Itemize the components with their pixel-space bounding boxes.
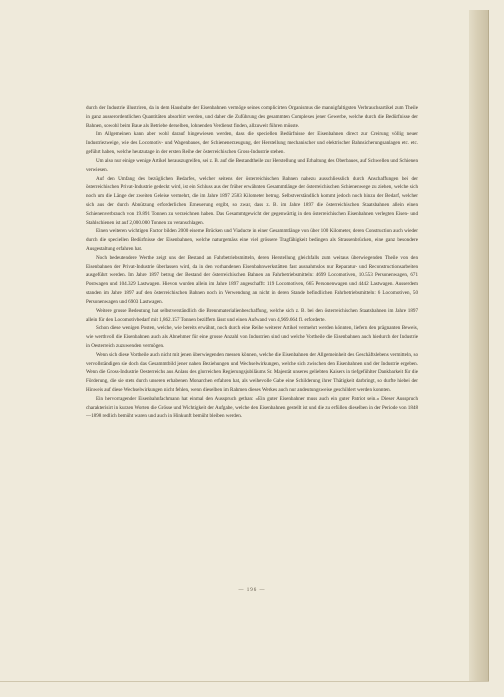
paragraph-10: Ein hervorragender Eisenbahnfachmann hat einmal den Ausspruch gethan: »Ein guter Eisenbahner muss auch ein guter Patriot sein.« Dieser Ausspruch charakterisirt in kurzen Worten die Grösse und Wichtigkeit der Aufgabe, welche den Eisenbahnen gestellt ist und die zu erfüllen dieselben in der Periode von 1848—1898 redlich bemüht waren und auch in Hinkunft bemüht bleiben werden. [86, 395, 418, 420]
paragraph-2: Im Allgemeinen kann aber wohl darauf hingewiesen werden, dass die speciellen Bedürfnisse der Eisenbahnen direct zur Creirung völlig neuer Industriezweige, wie des Locomotiv- und Wagenbaues, der Schienenerzeugung, der Herstellung mechanischer und elektrischer Bahnsicherungsanlagen etc. etc. geführt haben, welche heutzutage in der ersten Reihe der österreichischen Gross-Industrie stehen. [86, 131, 418, 156]
paragraph-9: Wenn sich diese Vortheile auch nicht mit jenen überwiegenden messen können, welche die Eisenbahnen der Allgemeinheit des Geschäftslebens vermitteln, so vervollständigen sie doch das Gesammtbild jener nahen Beziehungen und Wechselwirkungen, welche sich zwischen den Eisenbahnen und der Industrie ergeben. Wenn die Gross-Industrie Oesterreichs aus Anlass des glorreichen Regierungsjubiläums Sr. Majestät unseres geliebten Kaisers in tiefgefühlter Dankbarkeit für die Förderung, die sie stets durch unseren erhabenen Monarchen erfahren hat, als weihevolle Gabe eine Schilderung ihrer Thätigkeit darbringt, so durfte hiebei der Hinweis auf diese Wechselwirkungen nicht fehlen, wenn dieselben im Rahmen dieses Werkes auch nur andeutungsweise geschildert werden konnten. [86, 351, 418, 393]
paragraph-6: Noch bedeutendere Werthe zeigt uns der Bestand an Fahrbetriebsmitteln, deren Herstellung gleichfalls zum weitaus überwiegenden Theile von den Eisenbahnen der Privat-Industrie überlassen wird, da in den vorhandenen Eisenbahnwerkstätten fast ausnahmslos nur Reparatur- und Reconstructionsarbeiten ausgeführt werden. Im Jahre 1897 betrug der Bestand der österreichischen Bahnen an Fahrbetriebsmitteln: 4699 Locomotiven, 10.553 Personenwagen, 671 Postwagen und 104.329 Lastwagen. Hievon wurden allein im Jahre 1897 angeschafft: 119 Locomotiven, 665 Personenwagen und 4442 Lastwagen. Ausserdem standen im Jahre 1897 auf den österreichischen Bahnen noch in Verwendung an nicht in deren Stande befindlichen Fahrbetriebsmitteln: 6 Locomotiven, 50 Personenwagen und 6903 Lastwagen. [86, 254, 418, 305]
body-text [86, 104, 418, 421]
page-edge-shadow [469, 10, 489, 682]
page-edge-line [488, 10, 489, 682]
page-number: — 196 — [238, 588, 266, 593]
paragraph-4: Auf den Umfang des bezüglichen Bedarfes, welcher seitens der österreichischen Bahnen nahezu ausschliesslich durch Anschaffungen bei der österreichischen Privat-Industrie gedeckt wird, ist ein Schluss aus der früher erwähnten Gesammtlänge der österreichischen Schienenwege zu ziehen, welche sich noch um die Länge der zweiten Geleise vermehrt, die im Jahre 1897 2583 Kilometer betrug. Selbstverständlich kommt jedoch noch hinzu der Bedarf, welcher sich aus der durch Abnützung erforderlichen Erneuerung ergibt, so zwar, dass z. B. im Jahre 1897 die österreichischen Staatsbahnen allein einen Schienenverbrauch von 19.891 Tonnen zu verzeichnen haben. Das Gesammtgewicht der gegenwärtig in den österreichischen Eisenbahnen verlegten Eisen- und Stahlschienen ist auf 2,000.000 Tonnen zu veranschlagen. [86, 175, 418, 226]
paragraph-5: Einen weiteren wichtigen Factor bilden 2000 eiserne Brücken und Viaducte in einer Gesammtlänge von über 100 Kilometer, deren Construction auch wieder durch die speciellen Bedürfnisse der Eisenbahnen, welche naturgemäss eine viel grössere Tragfähigkeit bedingen als Strassenbrücken, eine ganz besondere Ausgestaltung erfahren hat. [86, 228, 418, 252]
paragraph-8: Schon diese wenigen Posten, welche, wie bereits erwähnt, noch durch eine Reihe weiterer Artikel vermehrt werden könnten, liefern den prägnanten Beweis, wie werthvoll die Eisenbahnen auch als Abnehmer für eine grosse Anzahl von Industrien sind und welche Vortheile die Eisenbahnen auch hiedurch der Industrie in Oesterreich zuzuwenden vermögen. [86, 325, 418, 349]
paragraph-3: Um also nur einige wenige Artikel herauszugreifen, sei z. B. auf die Bestandtheile zur Herstellung und Erhaltung des Oberbaues, auf Schwellen und Schienen verwiesen. [86, 157, 418, 173]
page-bottom-edge [0, 681, 489, 682]
paragraph-7: Weitere grosse Bedeutung hat selbstverständlich die Brennmaterialienbeschaffung, welche sich z. B. bei den österreichischen Staatsbahnen im Jahre 1897 allein für den Locomotivbedarf mit 1,862.157 Tonnen beziffern lässt und einen Aufwand von 4,969.664 fl. erforderte. [86, 307, 418, 323]
paragraph-1: durch der Industrie illustriren, da in dem Haushalte der Eisenbahnen vermöge seines complicirten Organismus die mannigfaltigsten Verbrauchsartikel zum Theile in ganz ausserordentlichen Quantitäten absorbirt werden, und daher die Zuführung des gesammten Complexes jener Gewerbe, welche durch die Bedürfnisse der Bahnen, sowohl beim Baue als Betriebe derselben, lohnenden Verdienst finden, allzuweit führen müsste. [86, 105, 418, 129]
